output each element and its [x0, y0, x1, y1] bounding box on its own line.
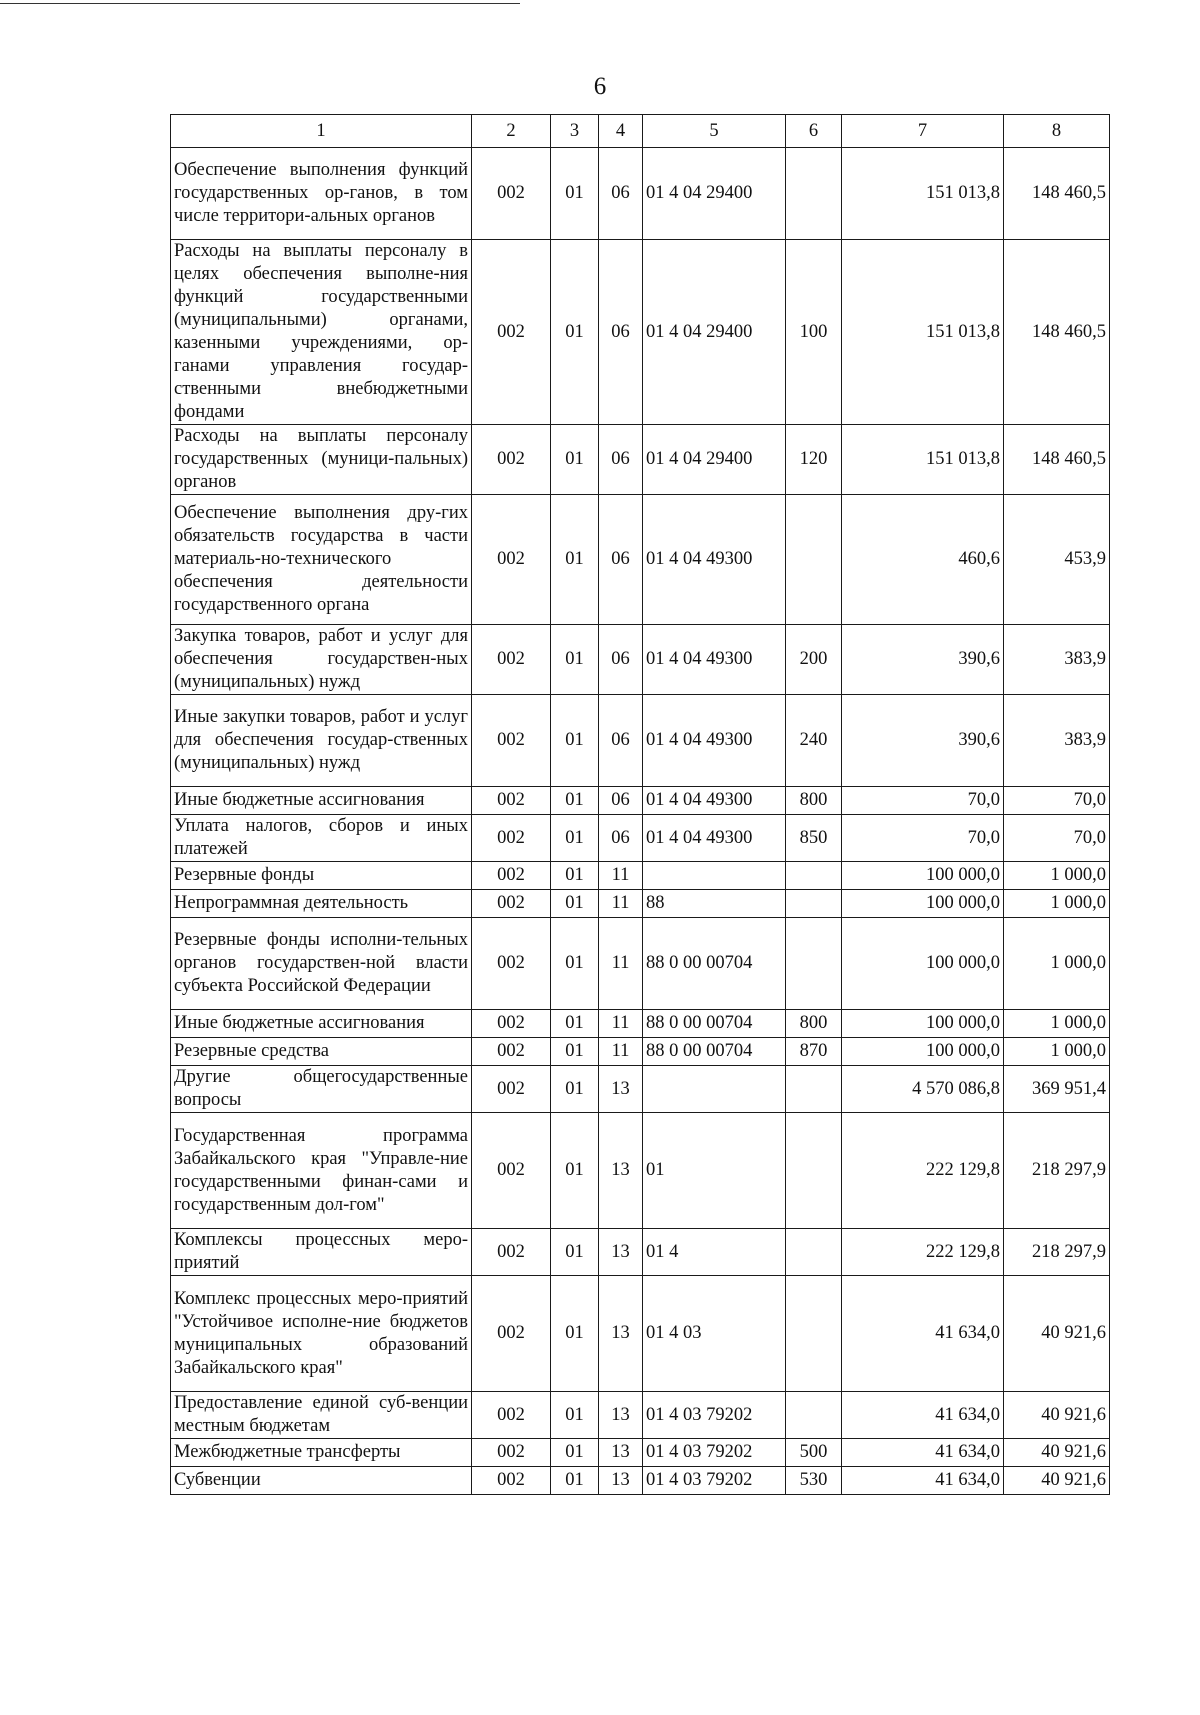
cell-expense-type — [786, 495, 842, 625]
header-cell-6: 6 — [786, 115, 842, 148]
cell-section: 01 — [551, 1113, 599, 1229]
cell-ministry: 002 — [472, 240, 551, 425]
cell-amount-year-1: 41 634,0 — [842, 1467, 1004, 1495]
cell-name: Иные бюджетные ассигнования — [171, 1010, 472, 1038]
cell-amount-year-1: 100 000,0 — [842, 918, 1004, 1010]
cell-amount-year-1: 222 129,8 — [842, 1113, 1004, 1229]
cell-amount-year-1: 460,6 — [842, 495, 1004, 625]
cell-subsection: 13 — [599, 1276, 643, 1392]
cell-name: Иные бюджетные ассигнования — [171, 787, 472, 815]
cell-expense-type — [786, 148, 842, 240]
cell-expense-type: 240 — [786, 695, 842, 787]
cell-amount-year-1: 100 000,0 — [842, 890, 1004, 918]
cell-ministry: 002 — [472, 1392, 551, 1439]
table-row — [171, 815, 1110, 862]
cell-amount-year-2: 40 921,6 — [1004, 1392, 1110, 1439]
cell-amount-year-1: 41 634,0 — [842, 1276, 1004, 1392]
table-row — [171, 1010, 1110, 1038]
cell-name: Государственная программа Забайкальского края "Управле-ние государственными финан-сами и государственным дол-гом" — [171, 1113, 472, 1229]
cell-subsection: 06 — [599, 815, 643, 862]
cell-name: Иные закупки товаров, работ и услуг для обеспечения государ-ственных (муниципальных) нужд — [171, 695, 472, 787]
table-body — [171, 148, 1110, 1495]
header-cell-8: 8 — [1004, 115, 1110, 148]
cell-amount-year-1: 151 013,8 — [842, 148, 1004, 240]
cell-name: Расходы на выплаты персоналу государственных (муници-пальных) органов — [171, 425, 472, 495]
cell-target-article: 01 4 03 79202 — [643, 1467, 786, 1495]
cell-amount-year-2: 383,9 — [1004, 695, 1110, 787]
cell-section: 01 — [551, 1038, 599, 1066]
cell-section: 01 — [551, 815, 599, 862]
cell-name: Комплекс процессных меро-приятий "Устойчивое исполне-ние бюджетов муниципальных образований Забайкальского края" — [171, 1276, 472, 1392]
cell-amount-year-2: 1 000,0 — [1004, 1010, 1110, 1038]
cell-subsection: 11 — [599, 862, 643, 890]
page-number: 6 — [593, 73, 607, 100]
table-row — [171, 787, 1110, 815]
cell-target-article: 01 4 03 79202 — [643, 1392, 786, 1439]
cell-amount-year-1: 151 013,8 — [842, 425, 1004, 495]
cell-ministry: 002 — [472, 815, 551, 862]
cell-amount-year-1: 390,6 — [842, 625, 1004, 695]
cell-expense-type: 800 — [786, 787, 842, 815]
cell-ministry: 002 — [472, 425, 551, 495]
cell-name: Уплата налогов, сборов и иных платежей — [171, 815, 472, 862]
header-cell-2: 2 — [472, 115, 551, 148]
cell-name: Межбюджетные трансферты — [171, 1439, 472, 1467]
cell-expense-type — [786, 1276, 842, 1392]
cell-amount-year-1: 390,6 — [842, 695, 1004, 787]
cell-subsection: 06 — [599, 240, 643, 425]
cell-amount-year-1: 222 129,8 — [842, 1229, 1004, 1276]
cell-amount-year-2: 40 921,6 — [1004, 1276, 1110, 1392]
cell-expense-type: 870 — [786, 1038, 842, 1066]
cell-amount-year-2: 369 951,4 — [1004, 1066, 1110, 1113]
cell-ministry: 002 — [472, 1229, 551, 1276]
table-row — [171, 1066, 1110, 1113]
header-cell-5: 5 — [643, 115, 786, 148]
cell-amount-year-2: 148 460,5 — [1004, 148, 1110, 240]
cell-expense-type: 200 — [786, 625, 842, 695]
cell-amount-year-1: 151 013,8 — [842, 240, 1004, 425]
cell-section: 01 — [551, 425, 599, 495]
cell-name: Обеспечение выполнения дру-гих обязательств государства в части материаль-но-технического обеспечения деятельности государственного органа — [171, 495, 472, 625]
header-cell-3: 3 — [551, 115, 599, 148]
cell-target-article: 01 4 04 49300 — [643, 787, 786, 815]
cell-amount-year-1: 41 634,0 — [842, 1439, 1004, 1467]
cell-target-article — [643, 1066, 786, 1113]
header-cell-4: 4 — [599, 115, 643, 148]
header-row — [171, 115, 1110, 148]
cell-expense-type — [786, 862, 842, 890]
table-row — [171, 1038, 1110, 1066]
cell-ministry: 002 — [472, 862, 551, 890]
cell-target-article: 01 — [643, 1113, 786, 1229]
table-header — [171, 115, 1110, 148]
cell-expense-type — [786, 918, 842, 1010]
table-row — [171, 495, 1110, 625]
cell-name: Резервные фонды исполни-тельных органов государствен-ной власти субъекта Российской Федерации — [171, 918, 472, 1010]
cell-expense-type — [786, 890, 842, 918]
cell-section: 01 — [551, 1010, 599, 1038]
cell-subsection: 06 — [599, 625, 643, 695]
cell-subsection: 06 — [599, 695, 643, 787]
cell-target-article: 01 4 04 49300 — [643, 695, 786, 787]
cell-ministry: 002 — [472, 1467, 551, 1495]
cell-ministry: 002 — [472, 1276, 551, 1392]
table-row — [171, 695, 1110, 787]
cell-amount-year-2: 40 921,6 — [1004, 1439, 1110, 1467]
cell-amount-year-2: 218 297,9 — [1004, 1229, 1110, 1276]
cell-expense-type: 800 — [786, 1010, 842, 1038]
cell-section: 01 — [551, 862, 599, 890]
cell-expense-type: 120 — [786, 425, 842, 495]
cell-subsection: 11 — [599, 918, 643, 1010]
cell-subsection: 06 — [599, 148, 643, 240]
cell-name: Резервные средства — [171, 1038, 472, 1066]
cell-amount-year-2: 1 000,0 — [1004, 918, 1110, 1010]
cell-amount-year-1: 100 000,0 — [842, 1038, 1004, 1066]
cell-expense-type: 500 — [786, 1439, 842, 1467]
cell-subsection: 06 — [599, 787, 643, 815]
table-row — [171, 1276, 1110, 1392]
table-row — [171, 918, 1110, 1010]
cell-amount-year-2: 40 921,6 — [1004, 1467, 1110, 1495]
cell-ministry: 002 — [472, 1010, 551, 1038]
cell-subsection: 13 — [599, 1439, 643, 1467]
cell-target-article: 01 4 04 29400 — [643, 148, 786, 240]
cell-amount-year-2: 148 460,5 — [1004, 425, 1110, 495]
cell-section: 01 — [551, 1276, 599, 1392]
cell-section: 01 — [551, 240, 599, 425]
cell-target-article — [643, 862, 786, 890]
cell-ministry: 002 — [472, 918, 551, 1010]
cell-section: 01 — [551, 1439, 599, 1467]
cell-ministry: 002 — [472, 1113, 551, 1229]
table-row — [171, 1439, 1110, 1467]
cell-section: 01 — [551, 148, 599, 240]
cell-subsection: 13 — [599, 1392, 643, 1439]
cell-name: Непрограммная деятельность — [171, 890, 472, 918]
cell-section: 01 — [551, 695, 599, 787]
header-cell-7: 7 — [842, 115, 1004, 148]
cell-ministry: 002 — [472, 787, 551, 815]
cell-target-article: 88 0 00 00704 — [643, 1010, 786, 1038]
table-row — [171, 240, 1110, 425]
cell-amount-year-2: 1 000,0 — [1004, 890, 1110, 918]
cell-subsection: 13 — [599, 1113, 643, 1229]
cell-section: 01 — [551, 1229, 599, 1276]
cell-subsection: 13 — [599, 1467, 643, 1495]
cell-amount-year-2: 453,9 — [1004, 495, 1110, 625]
scan-top-rule — [0, 3, 520, 4]
cell-amount-year-2: 1 000,0 — [1004, 862, 1110, 890]
cell-target-article: 01 4 04 29400 — [643, 240, 786, 425]
cell-expense-type — [786, 1392, 842, 1439]
cell-subsection: 11 — [599, 1038, 643, 1066]
cell-amount-year-2: 70,0 — [1004, 787, 1110, 815]
cell-target-article: 88 — [643, 890, 786, 918]
cell-name: Резервные фонды — [171, 862, 472, 890]
cell-section: 01 — [551, 495, 599, 625]
cell-amount-year-1: 100 000,0 — [842, 862, 1004, 890]
cell-amount-year-2: 1 000,0 — [1004, 1038, 1110, 1066]
table-row — [171, 625, 1110, 695]
table-row — [171, 425, 1110, 495]
cell-target-article: 01 4 04 29400 — [643, 425, 786, 495]
cell-section: 01 — [551, 918, 599, 1010]
cell-expense-type — [786, 1066, 842, 1113]
cell-ministry: 002 — [472, 495, 551, 625]
cell-name: Расходы на выплаты персоналу в целях обеспечения выполне-ния функций государственными (муниципальными) органами, казенными учреждениями, ор-ганами управления государ-ственными внебюджетными фондами — [171, 240, 472, 425]
cell-expense-type: 850 — [786, 815, 842, 862]
table-row — [171, 862, 1110, 890]
cell-subsection: 06 — [599, 495, 643, 625]
cell-section: 01 — [551, 1392, 599, 1439]
cell-target-article: 01 4 03 — [643, 1276, 786, 1392]
cell-name: Предоставление единой суб-венции местным бюджетам — [171, 1392, 472, 1439]
cell-expense-type — [786, 1113, 842, 1229]
cell-expense-type: 100 — [786, 240, 842, 425]
table-row — [171, 1229, 1110, 1276]
cell-target-article: 01 4 04 49300 — [643, 815, 786, 862]
cell-amount-year-2: 70,0 — [1004, 815, 1110, 862]
cell-target-article: 88 0 00 00704 — [643, 1038, 786, 1066]
header-cell-1: 1 — [171, 115, 472, 148]
cell-subsection: 13 — [599, 1066, 643, 1113]
cell-amount-year-1: 70,0 — [842, 815, 1004, 862]
cell-section: 01 — [551, 890, 599, 918]
cell-expense-type — [786, 1229, 842, 1276]
cell-amount-year-1: 4 570 086,8 — [842, 1066, 1004, 1113]
cell-name: Закупка товаров, работ и услуг для обеспечения государствен-ных (муниципальных) нужд — [171, 625, 472, 695]
cell-amount-year-1: 41 634,0 — [842, 1392, 1004, 1439]
cell-name: Комплексы процессных меро-приятий — [171, 1229, 472, 1276]
cell-name: Другие общегосударственные вопросы — [171, 1066, 472, 1113]
cell-ministry: 002 — [472, 1439, 551, 1467]
cell-ministry: 002 — [472, 695, 551, 787]
cell-target-article: 88 0 00 00704 — [643, 918, 786, 1010]
cell-subsection: 06 — [599, 425, 643, 495]
budget-table — [170, 114, 1110, 1495]
table-row — [171, 1392, 1110, 1439]
cell-ministry: 002 — [472, 625, 551, 695]
cell-ministry: 002 — [472, 1066, 551, 1113]
cell-section: 01 — [551, 1467, 599, 1495]
cell-ministry: 002 — [472, 1038, 551, 1066]
cell-name: Обеспечение выполнения функций государственных ор-ганов, в том числе территори-альных органов — [171, 148, 472, 240]
cell-target-article: 01 4 04 49300 — [643, 625, 786, 695]
table-row — [171, 148, 1110, 240]
cell-ministry: 002 — [472, 148, 551, 240]
cell-expense-type: 530 — [786, 1467, 842, 1495]
cell-target-article: 01 4 04 49300 — [643, 495, 786, 625]
table-row — [171, 890, 1110, 918]
cell-amount-year-2: 218 297,9 — [1004, 1113, 1110, 1229]
cell-amount-year-1: 100 000,0 — [842, 1010, 1004, 1038]
cell-subsection: 11 — [599, 890, 643, 918]
cell-section: 01 — [551, 1066, 599, 1113]
table-row — [171, 1113, 1110, 1229]
cell-name: Субвенции — [171, 1467, 472, 1495]
cell-amount-year-1: 70,0 — [842, 787, 1004, 815]
cell-target-article: 01 4 03 79202 — [643, 1439, 786, 1467]
cell-target-article: 01 4 — [643, 1229, 786, 1276]
cell-amount-year-2: 383,9 — [1004, 625, 1110, 695]
cell-section: 01 — [551, 787, 599, 815]
cell-ministry: 002 — [472, 890, 551, 918]
cell-amount-year-2: 148 460,5 — [1004, 240, 1110, 425]
table-row — [171, 1467, 1110, 1495]
cell-subsection: 13 — [599, 1229, 643, 1276]
cell-subsection: 11 — [599, 1010, 643, 1038]
cell-section: 01 — [551, 625, 599, 695]
